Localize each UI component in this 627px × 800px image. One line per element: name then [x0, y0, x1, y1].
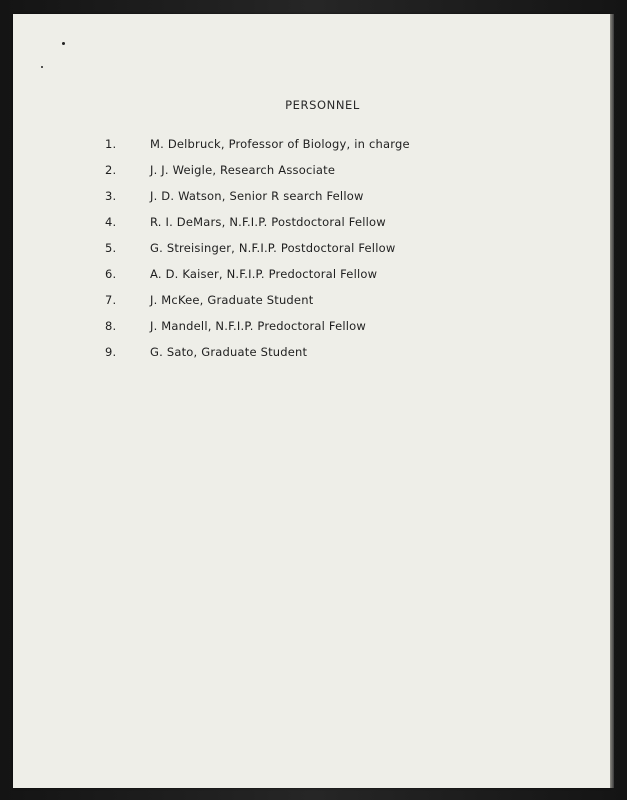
paper-speck	[41, 66, 43, 68]
item-number: 5.	[105, 241, 117, 255]
item-number: 7.	[105, 293, 117, 307]
paper-speck	[62, 42, 65, 45]
list-item	[105, 293, 410, 319]
page-edge	[610, 14, 614, 788]
personnel-list	[105, 137, 410, 371]
item-text: A. D. Kaiser, N.F.I.P. Predoctoral Fellow	[150, 267, 378, 281]
page-heading: PERSONNEL	[285, 98, 360, 112]
item-text: G. Streisinger, N.F.I.P. Postdoctoral Fellow	[150, 241, 396, 255]
list-item	[105, 215, 410, 241]
list-item	[105, 163, 410, 189]
item-number: 1.	[105, 137, 117, 151]
item-text: J. Mandell, N.F.I.P. Predoctoral Fellow	[150, 319, 367, 333]
list-item	[105, 345, 410, 371]
list-item	[105, 241, 410, 267]
list-item	[105, 137, 410, 163]
list-item	[105, 267, 410, 293]
item-text: R. I. DeMars, N.F.I.P. Postdoctoral Fellow	[150, 215, 386, 229]
document-page	[13, 14, 610, 788]
item-number: 8.	[105, 319, 117, 333]
item-text: M. Delbruck, Professor of Biology, in charge	[150, 137, 410, 151]
item-text: J. J. Weigle, Research Associate	[150, 163, 336, 177]
item-number: 4.	[105, 215, 117, 229]
list-item	[105, 189, 410, 215]
item-number: 2.	[105, 163, 117, 177]
item-text: J. McKee, Graduate Student	[150, 293, 314, 307]
item-number: 9.	[105, 345, 117, 359]
item-number: 6.	[105, 267, 117, 281]
item-text: G. Sato, Graduate Student	[150, 345, 308, 359]
item-text: J. D. Watson, Senior R search Fellow	[150, 189, 364, 203]
list-item	[105, 319, 410, 345]
item-number: 3.	[105, 189, 117, 203]
